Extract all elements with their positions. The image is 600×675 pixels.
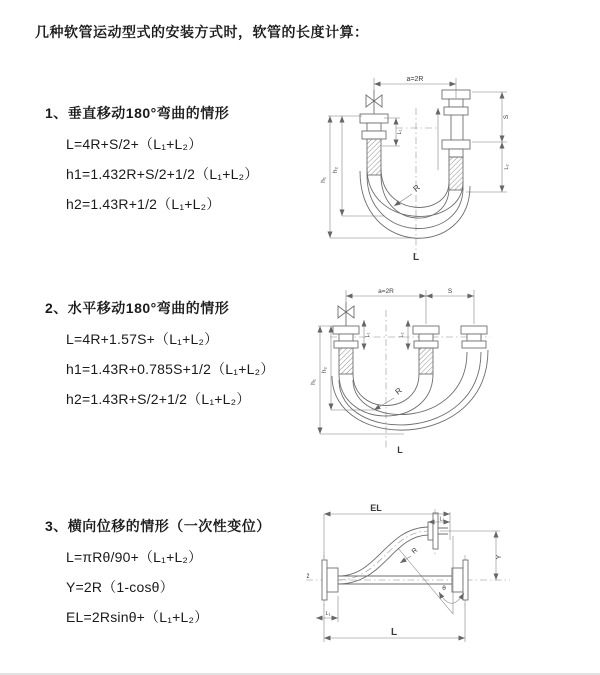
- section3-formula-L: L=πRθ/90+（L₁+L₂）: [66, 549, 203, 565]
- dim-label-h2: h₂: [321, 366, 328, 374]
- dimension-S: [472, 92, 510, 142]
- braided-hose-section: [449, 157, 463, 190]
- right-flange: [452, 560, 468, 600]
- dimension-S: [426, 288, 474, 296]
- braided-hose-section: [419, 348, 433, 374]
- braided-hose-section: [367, 139, 381, 175]
- dim-label-EL: EL: [370, 503, 382, 513]
- u-hose-curves: [332, 350, 488, 430]
- section3-formula-Y: Y=2R（1-cosθ）: [66, 579, 174, 595]
- dim-label-h2: h₂: [332, 166, 339, 174]
- braided-hose-section: [339, 348, 353, 374]
- dimension-L1: [364, 320, 371, 350]
- dim-label-R: R: [411, 182, 422, 194]
- dim-label-L: L: [397, 445, 403, 455]
- dimension-Y: [440, 531, 503, 580]
- dim-label-L2: L₂: [504, 164, 510, 170]
- dimension-L: [324, 604, 465, 642]
- section1-formula-h1: h1=1.432R+S/2+1/2（L₁+L₂）: [66, 166, 259, 182]
- section1-formula-L: L=4R+S/2+（L₁+L₂）: [66, 136, 203, 152]
- dim-label-L: L: [390, 627, 398, 638]
- dim-label-a2R: a=2R: [406, 76, 424, 83]
- radius-callout: [374, 386, 404, 410]
- left-pipe-flange: [360, 114, 388, 175]
- section2-heading: 2、水平移动180°弯曲的情形: [45, 300, 230, 316]
- diagram-vertical-180-bend: [304, 68, 529, 263]
- dim-label-theta: θ: [442, 585, 446, 592]
- section3-formula-EL: EL=2Rsinθ+（L₁+L₂）: [66, 609, 209, 625]
- section1-heading: 1、垂直移动180°弯曲的情形: [45, 105, 230, 121]
- section2-formula-h1: h1=1.43R+0.785S+1/2（L₁+L₂）: [66, 361, 275, 377]
- dim-label-L: L: [412, 252, 420, 263]
- valve-icon: [366, 90, 382, 114]
- radius-callout: [400, 547, 419, 563]
- dim-label-R: R: [410, 546, 420, 556]
- diagram-horizontal-180-bend: [304, 282, 504, 457]
- dimension-a-2R: [346, 288, 474, 324]
- axis-mark: z̄: [306, 574, 310, 580]
- dim-label-h1: h₁: [310, 379, 317, 385]
- section2-formula-L: L=4R+1.57S+（L₁+L₂）: [66, 331, 219, 347]
- left-pipe-flange: [333, 326, 359, 374]
- dimension-L2: [399, 320, 408, 350]
- valve-icon: [338, 302, 354, 326]
- dim-label-S: S: [447, 288, 453, 295]
- dim-label-L2: L₂: [399, 332, 405, 338]
- section2-formula-h2: h2=1.43R+S/2+1/2（L₁+L₂）: [66, 391, 251, 407]
- section3-heading: 3、横向位移的情形（一次性变位）: [45, 518, 271, 534]
- dim-label-a2R: a=2R: [378, 288, 394, 295]
- middle-pipe-flange: [413, 326, 439, 374]
- dim-label-Y: Y: [496, 554, 503, 560]
- radius-callout: [394, 183, 422, 206]
- dimension-L2: [466, 142, 510, 192]
- dim-label-R: R: [393, 385, 404, 397]
- diagram-lateral-displacement: [298, 500, 518, 652]
- dim-label-S: S: [503, 114, 510, 120]
- left-flange: [322, 560, 338, 600]
- section1-formula-h2: h2=1.43R+1/2（L₁+L₂）: [66, 196, 221, 212]
- right-pipe-flange: [442, 90, 470, 190]
- dim-label-L1: L₁: [397, 129, 403, 135]
- dim-label-L1-bottom: L₁: [325, 611, 331, 617]
- dim-label-h1: h₁: [320, 177, 327, 183]
- dim-label-L1-top: L₁: [439, 516, 445, 523]
- dim-label-L1: L₁: [365, 332, 371, 338]
- page-title: 几种软管运动型式的安装方式时，软管的长度计算：: [35, 24, 369, 40]
